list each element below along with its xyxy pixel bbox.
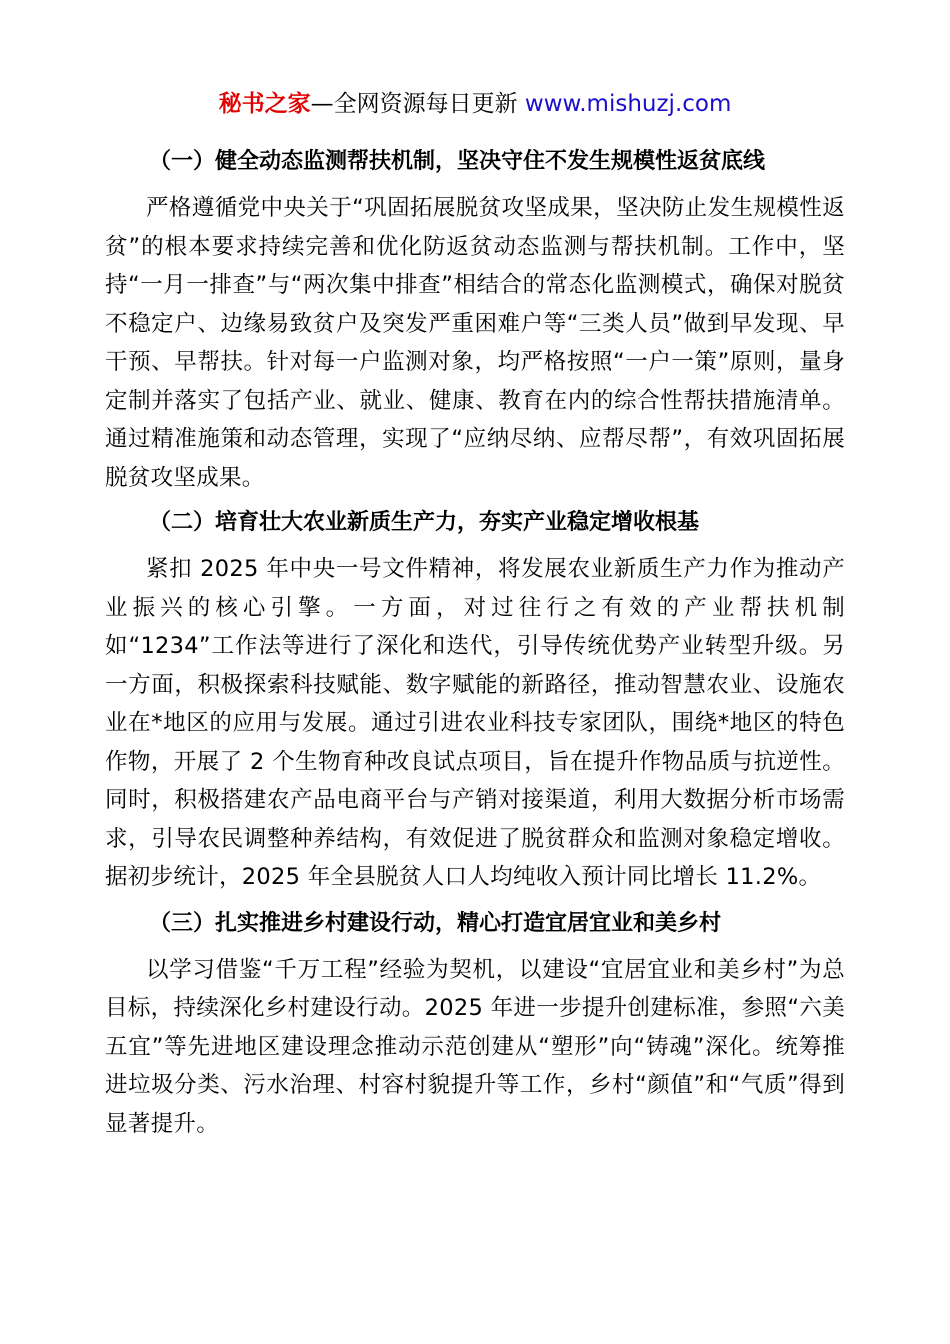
document-body	[105, 143, 845, 1143]
site-tagline: —全网资源每日更新	[310, 91, 518, 117]
section-1-heading: （一）健全动态监测帮扶机制，坚决守住不发生规模性返贫底线	[149, 149, 766, 174]
section-3-heading: （三）扎实推进乡村建设行动，精心打造宜居宜业和美乡村	[149, 910, 722, 936]
brand-name: 秘书之家	[218, 91, 311, 117]
site-header	[0, 88, 950, 120]
section-3-paragraph: 以学习借鉴“千万工程”经验为契机，以建设“宜居宜业和美乡村”为总目标，持续深化乡村建设行动。2025 年进一步提升创建标准，参照“六美五宜”等先进地区建设理念推动示范创建从“塑形”向“铸魂”深化。统筹推进垃圾分类、污水治理、村容村貌提升等工作，乡村“颜值”和“气质”得到显著提升。	[105, 956, 845, 1137]
section-2-heading: （二）培育壮大农业新质生产力，夯实产业稳定增收根基	[149, 510, 700, 535]
section-2-paragraph: 紧扣 2025 年中央一号文件精神，将发展农业新质生产力作为推动产业振兴的核心引擎。一方面，对过往行之有效的产业帮扶机制如“1234”工作法等进行了深化和迭代，引导传统优势产业转型升级。另一方面，积极探索科技赋能、数字赋能的新路径，推动智慧农业、设施农业在*地区的应用与发展。通过引进农业科技专家团队，围绕*地区的特色作物，开展了 2 个生物育种改良试点项目，旨在提升作物品质与抗逆性。同时，积极搭建农产品电商平台与产销对接渠道，利用大数据分析市场需求，引导农民调整种养结构，有效促进了脱贫群众和监测对象稳定增收。据初步统计，2025 年全县脱贫人口人均纯收入预计同比增长 11.2%。	[105, 556, 845, 890]
site-url-link[interactable]: www.mishuzj.com	[524, 91, 732, 117]
section-1-paragraph: 严格遵循党中央关于“巩固拓展脱贫攻坚成果，坚决防止发生规模性返贫”的根本要求持续完善和优化防返贫动态监测与帮扶机制。工作中，坚持“一月一排查”与“两次集中排查”相结合的常态化监测模式，确保对脱贫不稳定户、边缘易致贫户及突发严重困难户等“三类人员”做到早发现、早干预、早帮扶。针对每一户监测对象，均严格按照“一户一策”原则，量身定制并落实了包括产业、就业、健康、教育在内的综合性帮扶措施清单。通过精准施策和动态管理，实现了“应纳尽纳、应帮尽帮”，有效巩固拓展脱贫攻坚成果。	[105, 195, 845, 491]
